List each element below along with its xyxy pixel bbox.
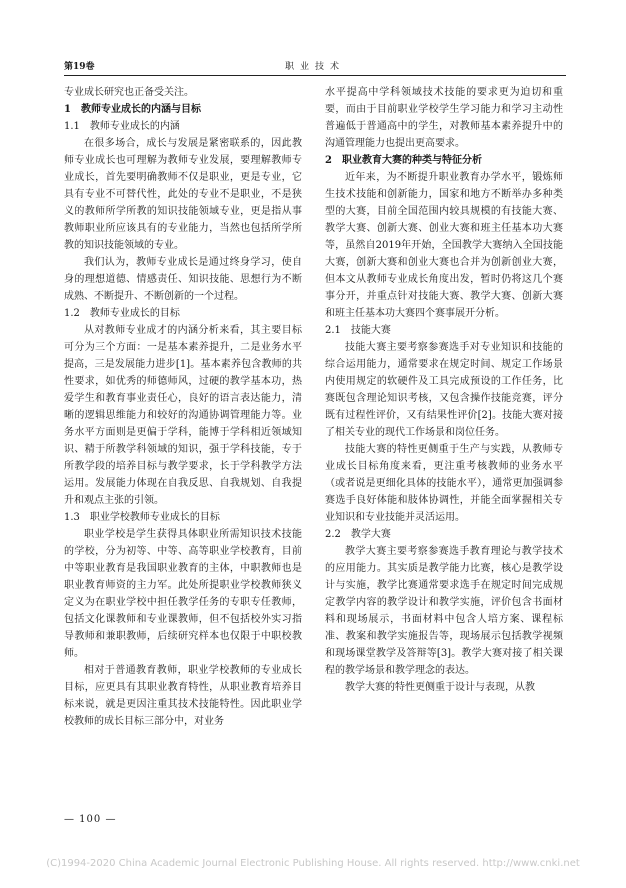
volume-label: 第19卷	[64, 62, 95, 72]
section-1-3-paragraph-2: 相对于普通教育教师，职业学校教师的专业成长目标，应更具有其职业教育特性，从职业教育培养目标来说，就是更因注重其技术技能特性。因此职业学校教师的成长目标三部分中，对业务	[64, 665, 302, 727]
section-2-heading: 2 职业教育大赛的种类与特征分析	[325, 155, 482, 166]
section-2-1-heading: 2.1 技能大赛	[325, 325, 391, 336]
section-2-2-paragraph-2: 教学大赛的特性更侧重于设计与表现，从教	[345, 682, 535, 693]
left-column	[64, 84, 302, 730]
section-1-1-paragraph-1: 在很多场合，成长与发展是紧密联系的，因此教师专业成长也可理解为教师专业发展，要理解教师专业成长，首先要明确教师不仅是职业，更是专业，它具有专业不可替代性，此处的专业不是职业，不是狭义的教师所学所教的知识技能领域专业，更是指从事教师职业所应该具有的专业能力，当然也包括所学所教的知识技能领域的专业。	[64, 138, 302, 251]
continued-paragraph: 水平提高中学科领域技术技能的要求更为迫切和重要，而由于目前职业学校学生学习能力和学习主动性普遍低于普通高中的学生，对教师基本素养提升中的沟通管理能力也提出更高要求。	[325, 87, 563, 149]
section-2-2-paragraph-1: 教学大赛主要考察参赛选手教育理论与教学技术的应用能力。其实质是教学能力比赛，核心是教学设计与实施，教学比赛通常要求选手在规定时间完成规定教学内容的教学设计和教学实施，评价包含书面材料和现场展示，书面材料中包含人培方案、课程标准、教案和教学实施报告等，现场展示包括教学视频和现场课堂教学及答辩等[3]。教学大赛对接了相关课程的教学场景和教学理念的表达。	[325, 546, 563, 676]
section-2-2-heading: 2.2 教学大赛	[325, 529, 391, 540]
section-1-1-paragraph-2: 我们认为，教师专业成长是通过终身学习，使自身的理想道德、情感责任、知识技能、思想行为不断成熟、不断提升、不断创新的一个过程。	[64, 257, 302, 302]
section-2-1-paragraph-1: 技能大赛主要考察参赛选手对专业知识和技能的综合运用能力，通常要求在规定时间、规定工作场景内使用规定的软硬件及工具完成预设的工作任务，比赛既包含理论知识考核，又包含操作技能竞赛，评分既有过程性评价，又有结果性评价[2]。技能大赛对接了相关专业的现代工作场景和岗位任务。	[325, 342, 563, 438]
page-number: — 100 —	[64, 814, 117, 825]
section-1-2-paragraph-1: 从对教师专业成才的内涵分析来看，其主要目标可分为三个方面：一是基本素养提升，二是业务水平提高，三是发展能力进步[1]。基本素养包含教师的共性要求，如优秀的师德师风，过硬的教学基本功，热爱学生和教育事业责任心，良好的语言表达能力，清晰的逻辑思维能力和较好的沟通协调管理能力等。业务水平方面则是更偏于学科，能博于学科相近领域知识、精于所教学科领域的知识，强于学科技能，专于所教学段的培养目标与教学要求，长于学科教学方法运用。发展能力体现在自我反思、自我规划、自我提升和观点主张的引领。	[64, 325, 302, 506]
running-header	[64, 57, 566, 76]
section-2-paragraph-1: 近年来，为不断提升职业教育办学水平，锻炼师生技术技能和创新能力，国家和地方不断举办多种类型的大赛，目前全国范围内较具规模的有技能大赛、教学大赛、创新大赛、创业大赛和班主任基本功大赛等，虽然自2019年开始，全国教学大赛纳入全国技能大赛，创新大赛和创业大赛也合并为创新创业大赛，但本文从教师专业成长角度出发，暂时仍将这几个赛事分开，并重点针对技能大赛、教学大赛、创新大赛和班主任基本功大赛四个赛事展开分析。	[325, 172, 563, 319]
section-1-3-paragraph-1: 职业学校是学生获得具体职业所需知识技术技能的学校，分为初等、中等、高等职业学校教育，目前中等职业教育是我国职业教育的主体，中职教师也是职业教育师资的主力军。此处所提职业学校教师狭义定义为在职业学校中担任教学任务的专职专任教师，包括文化课教师和专业课教师，但不包括校外实习指导教师和兼职教师，后续研究样本也仅限于中职校教师。	[64, 529, 302, 659]
intro-paragraph: 专业成长研究也正备受关注。	[64, 87, 194, 98]
section-1-heading: 1 教师专业成长的内涵与目标	[64, 104, 201, 115]
section-1-2-heading: 1.2 教师专业成长的目标	[64, 308, 180, 319]
copyright-footer: (C)1994-2020 China Academic Journal Electronic Publishing House. All rights reserved. http://www.cnki.net	[46, 858, 580, 869]
section-2-1-paragraph-2: 技能大赛的特性更侧重于生产与实践，从教师专业成长目标角度来看，更注重考核教师的业务水平（或者说是更细化具体的技能水平），通常更加强调参赛选手良好体能和肢体协调性，并能全面掌握相关专业知识和专业技能并灵活运用。	[325, 444, 563, 523]
section-1-3-heading: 1.3 职业学校教师专业成长的目标	[64, 512, 220, 523]
journal-title: 职业技术	[284, 62, 345, 72]
right-column	[325, 84, 563, 696]
section-1-1-heading: 1.1 教师专业成长的内涵	[64, 121, 180, 132]
